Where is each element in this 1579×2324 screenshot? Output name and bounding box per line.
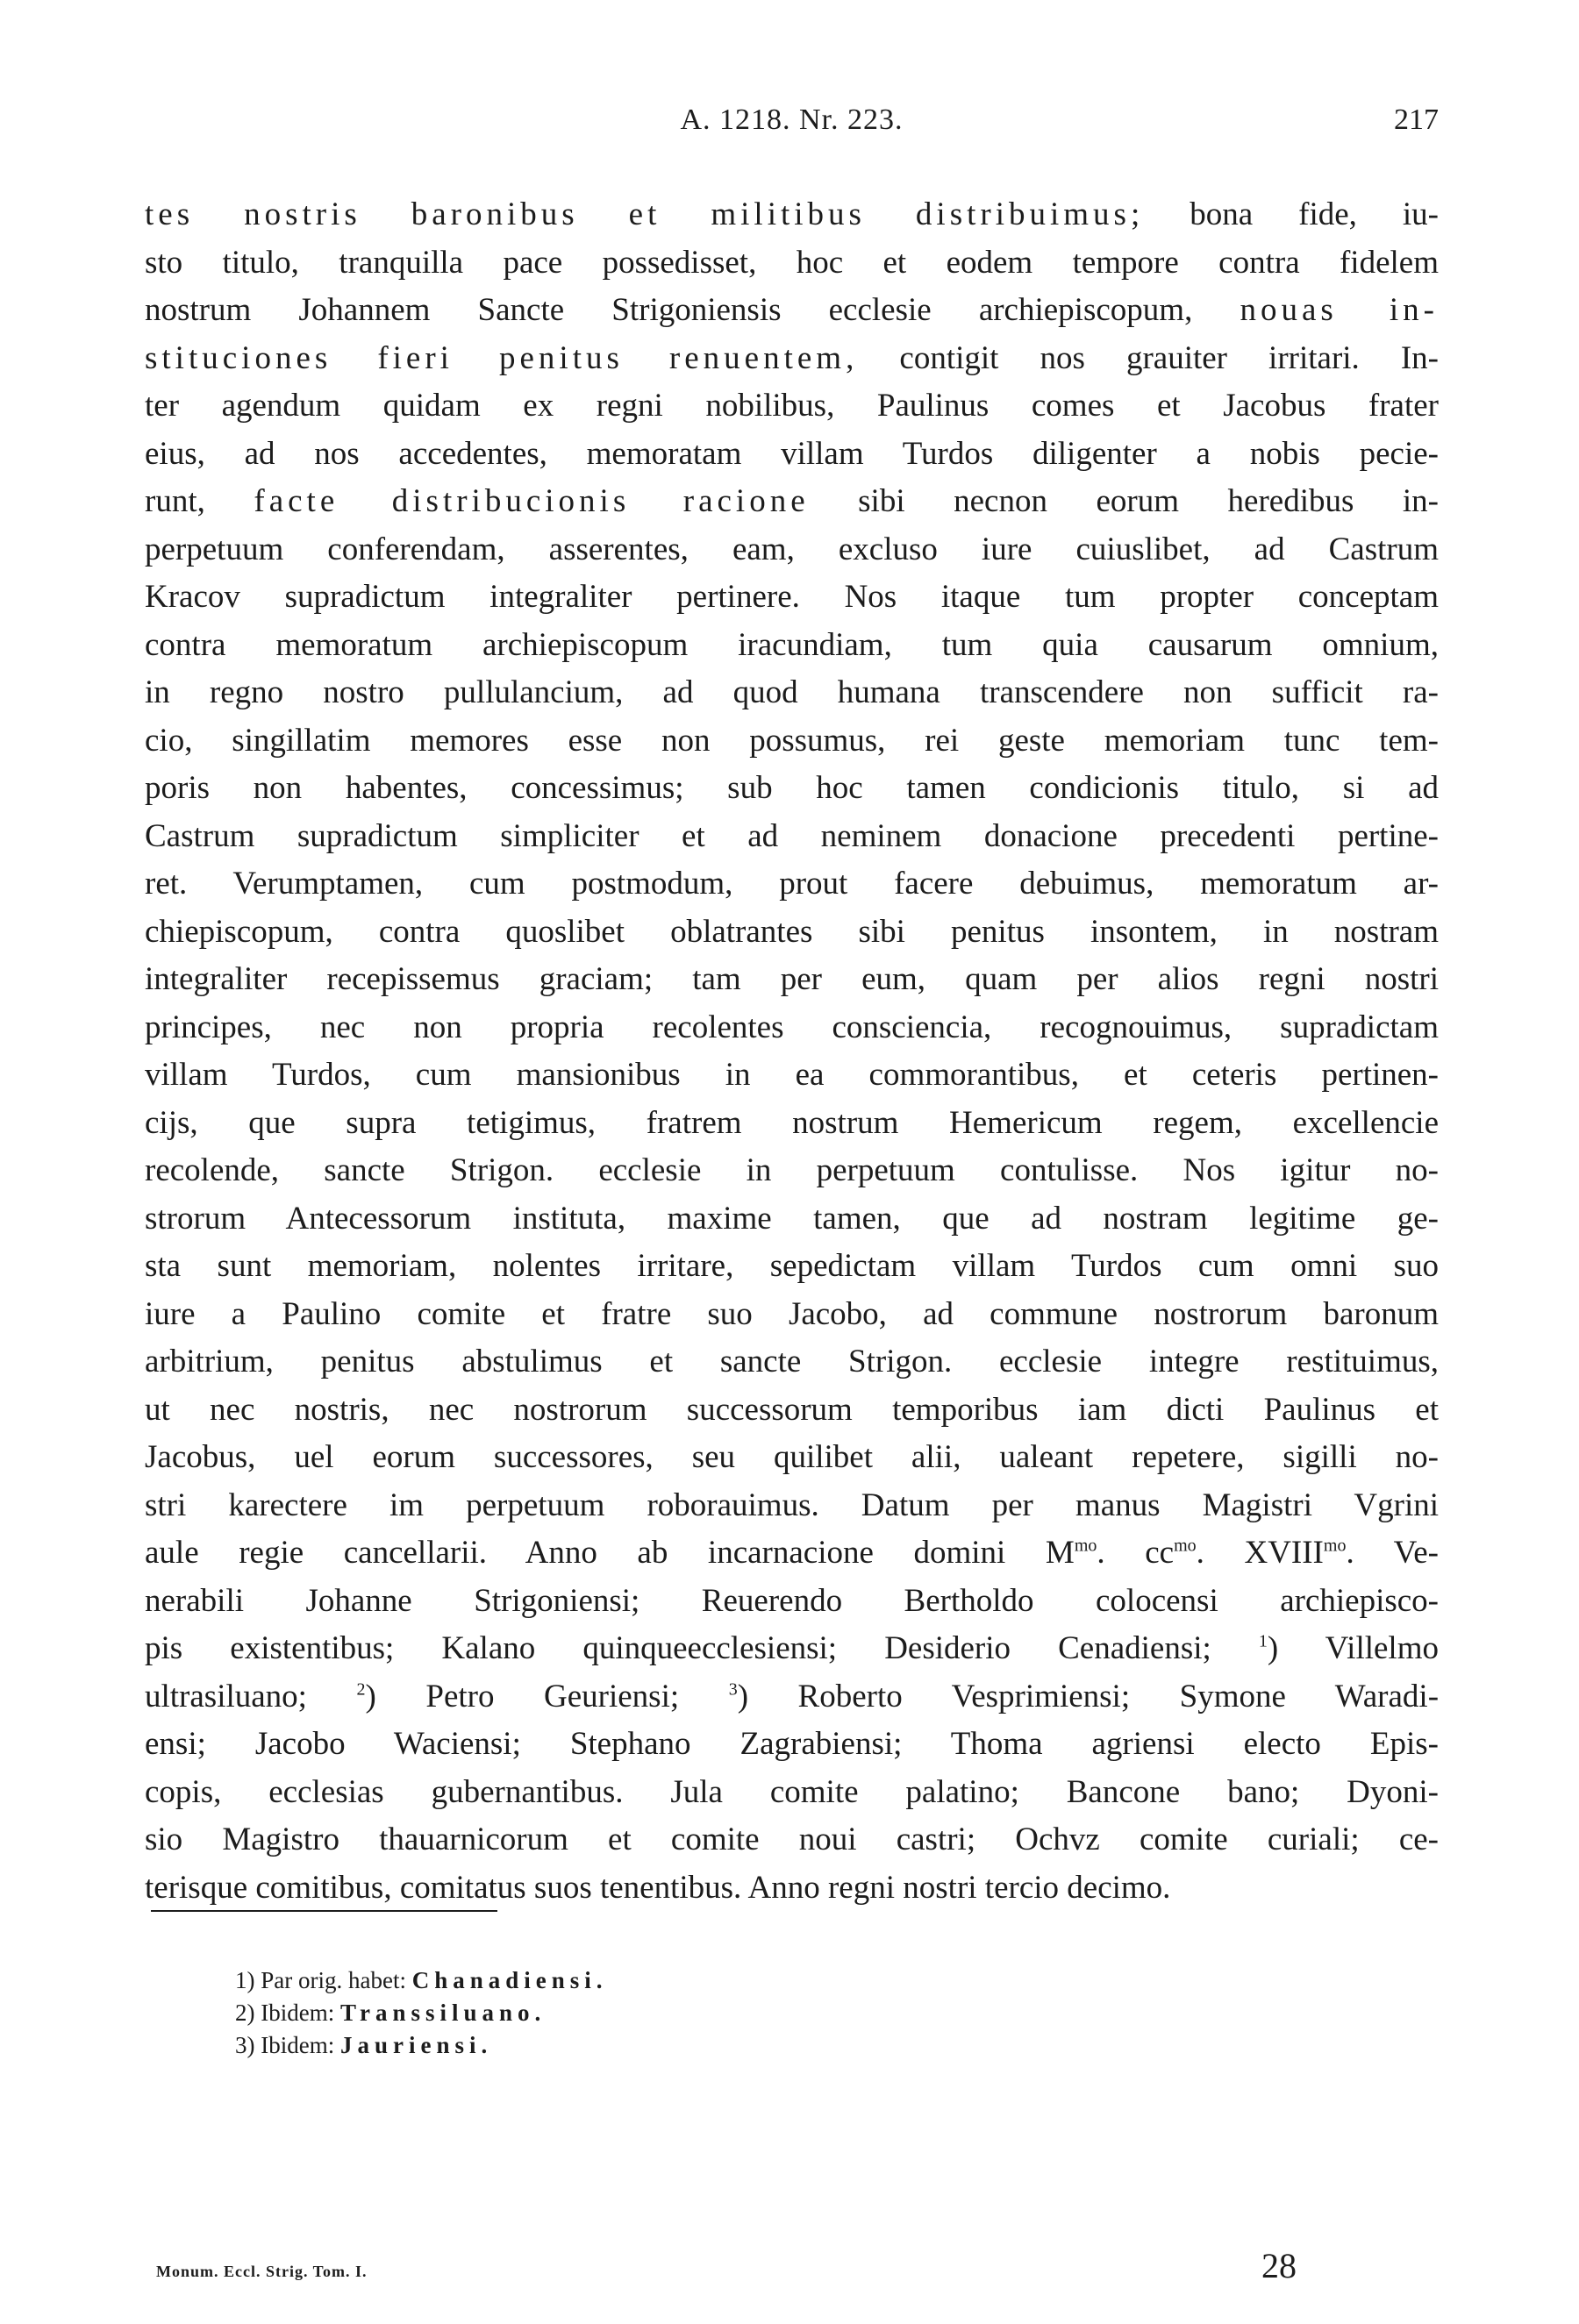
footnote: 2) Ibidem: Transsiluano. [235, 2000, 547, 2026]
text-line: runt, facte distribucionis racione sibi necnon eorum heredibus in- [145, 483, 1440, 519]
text-line: cijs, que supra tetigimus, fratrem nostrum Hemericum regem, excellencie [145, 1104, 1439, 1141]
running-head: A. 1218. Nr. 223. [680, 103, 904, 136]
text-line: strorum Antecessorum instituta, maxime tamen, que ad nostram legitime ge- [145, 1200, 1439, 1237]
footnote-ref: 1 [1258, 1631, 1268, 1651]
text-line: chiepiscopum, contra quoslibet oblatrantes sibi penitus insontem, in nostram [145, 913, 1439, 950]
text-line: sio Magistro thauarnicorum et comite noui castri; Ochvz comite curiali; ce- [145, 1821, 1439, 1857]
footnote-divider [151, 1910, 497, 1912]
text-line: iure a Paulino comite et fratre suo Jacobo, ad commune nostrorum baronum [145, 1295, 1439, 1332]
text-line: nostrum Johannem Sancte Strigoniensis ecclesie archiepiscopum, nouas in- [145, 292, 1439, 328]
text-line: Jacobus, uel eorum successores, seu quilibet alii, ualeant repetere, sigilli no- [145, 1439, 1439, 1475]
text-line: recolende, sancte Strigon. ecclesie in perpetuum contulisse. Nos igitur no- [145, 1152, 1439, 1188]
text-line: ut nec nostris, nec nostrorum successorum temporibus iam dicti Paulinus et [145, 1391, 1439, 1428]
page-number: 217 [1394, 103, 1439, 136]
text-line: Kracov supradictum integraliter pertinere. Nos itaque tum propter conceptam [145, 579, 1439, 615]
footnote: 1) Par orig. habet: Chanadiensi. [235, 1967, 608, 1993]
text-line: ensi; Jacobo Waciensi; Stephano Zagrabiensi; Thoma agriensi electo Epis- [145, 1726, 1439, 1762]
footnote: 3) Ibidem: Jauriensi. [235, 2032, 493, 2058]
text-line: sto titulo, tranquilla pace possedisset, hoc et eodem tempore contra fidelem [145, 244, 1439, 281]
text-line: perpetuum conferendam, asserentes, eam, excluso iure cuiuslibet, ad Castrum [145, 531, 1439, 567]
footnote-ref: 2 [356, 1679, 366, 1700]
text-line: contra memoratum archiepiscopum iracundiam, tum quia causarum omnium, [145, 626, 1439, 663]
text-line: integraliter recepissemus graciam; tam per eum, quam per alios regni nostri [145, 961, 1439, 997]
text-line: villam Turdos, cum mansionibus in ea commorantibus, et ceteris pertinen- [145, 1057, 1439, 1093]
page-header [145, 103, 1439, 156]
text-line: terisque comitibus, comitatus suos tenentibus. Anno regni nostri tercio decimo. [145, 1869, 1171, 1906]
text-line: in regno nostro pullulancium, ad quod humana transcendere non sufficit ra- [145, 674, 1439, 710]
footnotes [235, 1964, 1025, 2062]
text-line: aule regie cancellarii. Anno ab incarnacione domini $M^{mo}$. $cc^{mo}$. $XVIII^{mo}$. Ve- [145, 1535, 1439, 1571]
text-line: stri karectere im perpetuum roborauimus. Datum per manus Magistri Vgrini [145, 1486, 1439, 1523]
text-line: stituciones fieri penitus renuentem, contigit nos grauiter irritari. In- [145, 339, 1440, 376]
sheet-number: 28 [1261, 2246, 1297, 2285]
text-line: copis, ecclesias gubernantibus. Jula comite palatino; Bancone bano; Dyoni- [145, 1773, 1439, 1810]
text-line: arbitrium, penitus abstulimus et sancte Strigon. ecclesie integre restituimus, [145, 1344, 1439, 1379]
text-line: principes, nec non propria recolentes consciencia, recognouimus, supradictam [145, 1009, 1439, 1045]
text-line: pis existentibus; Kalano quinqueecclesiensi; Desiderio Cenadiensi; $^1$) Villelmo [145, 1630, 1439, 1666]
body-text [145, 191, 1439, 1912]
text-line: eius, ad nos accedentes, memoratam villam Turdos diligenter a nobis pecie- [145, 435, 1439, 472]
text-line: ultrasiluano; $^2$) Petro Geuriensi; $^3$) Roberto Vesprimiensi; Symone Waradi- [145, 1678, 1440, 1714]
text-line: tes nostris baronibus et militibus distribuimus; bona fide, iu- [145, 196, 1440, 232]
text-line: Castrum supradictum simpliciter et ad neminem donacione precedenti pertine- [145, 817, 1439, 854]
text-line: cio, singillatim memores esse non possumus, rei geste memoriam tunc tem- [145, 722, 1439, 759]
text-line: ret. Verumptamen, cum postmodum, prout facere debuimus, memoratum ar- [145, 866, 1439, 902]
footnote-ref: 3 [728, 1679, 738, 1700]
text-line: poris non habentes, concessimus; sub hoc tamen condicionis titulo, si ad [145, 770, 1439, 806]
text-line: nerabili Johanne Strigoniensi; Reuerendo Bertholdo colocensi archiepisco- [145, 1582, 1439, 1619]
sheet-signature: Monum. Eccl. Strig. Tom. I. [156, 2263, 368, 2280]
text-line: sta sunt memoriam, nolentes irritare, sepedictam villam Turdos cum omni suo [145, 1248, 1439, 1284]
text-line: ter agendum quidam ex regni nobilibus, Paulinus comes et Jacobus frater [145, 388, 1439, 424]
